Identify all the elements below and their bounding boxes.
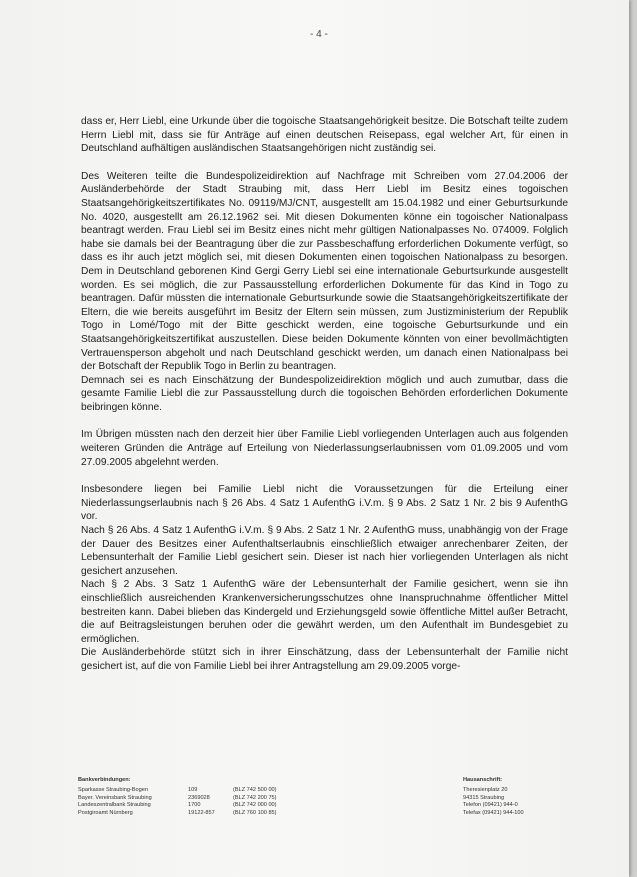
letter-body [81, 115, 568, 674]
bank-code: (BLZ 742 200 75) [233, 794, 277, 801]
office-address [463, 777, 524, 817]
bank-row [78, 787, 303, 794]
paragraph: Nach § 26 Abs. 4 Satz 1 AufenthG i.V.m. § 9 Abs. 2 Satz 1 Nr. 2 AufenthG muss, unabhängig von der Frage der Dauer des Besitzes einer Aufenthaltserlaubnis einschließlich etwaiger anrechenbarer Zeiten, der Lebensunterhalt der Familie Liebl gesichert sein. Dieser ist nach hier vorliegenden Unterlagen als nicht gesichert anzusehen. [81, 525, 568, 577]
paragraph: dass er, Herr Liebl, eine Urkunde über die togoische Staatsangehörigkeit besitze. Die Botschaft teilte zudem Herrn Liebl mit, dass sie für Anträge auf einen deutschen Reisepass, egal welcher Art, für einen in Deutschland aufhältigen ausländischen Staatsangehörigen nicht zuständig sei. [81, 116, 569, 155]
paragraph: Insbesondere liegen bei Familie Liebl nicht die Voraussetzungen für die Erteilung einer Niederlassungserlaubnis nach § 26 Abs. 4 Satz 1 AufenthG i.V.m. § 9 Abs. 2 Satz 1 Nr. 2 bis 9 AufenthG vor. [81, 484, 568, 523]
paragraph: Nach § 2 Abs. 3 Satz 1 AufenthG wäre der Lebensunterhalt der Familie gesichert, wenn sie ihn einschließlich ausreichenden Krankenversicherungsschutzes ohne Inanspruchnahme öffentlicher Mittel bestreiten kann. Dabei blieben das Kindergeld und Erziehungsgeld sowie öffentliche Mittel außer Betracht, die auf Beitragsleistungen beruhen oder die gewährt werden, um den Aufenthalt im Bundesgebiet zu ermöglichen. [81, 579, 568, 645]
bank-code: (BLZ 742 000 00) [233, 802, 277, 809]
page-number: - 4 - [310, 29, 328, 40]
bank-account: 109 [188, 787, 198, 794]
bank-row [78, 802, 303, 809]
address-line: 94315 Straubing [463, 794, 505, 801]
bank-code: (BLZ 760 100 85) [233, 809, 277, 816]
bank-details [78, 777, 303, 817]
paragraph: Die Ausländerbehörde stützt sich in ihrer Einschätzung, dass der Lebensunterhalt der Familie nicht gesichert ist, auf die von Familie Liebl bei ihrer Antragstellung am 29.09.2005 vorge- [81, 647, 568, 672]
bank-account: 19122-857 [188, 809, 215, 816]
bank-name: Sparkasse Straubing-Bogen [78, 787, 148, 794]
bank-account: 2369028 [188, 794, 210, 801]
bank-row [78, 810, 303, 817]
paragraph: Des Weiteren teilte die Bundespolizeidirektion auf Nachfrage mit Schreiben vom 27.04.2006 der Ausländerbehörde der Stadt Straubing mit, dass Herr Liebl im Besitz eines togoischen Staatsangehörigkeitszertifikates No. 09119/MJ/CNT, ausgestellt am 15.04.1982 und einer Geburtsurkunde No. 4020, ausgestellt am 26.12.1962 sei. Mit diesen Dokumenten könne ein togoischer Nationalpass beantragt werden. Frau Liebl sei im Besitz eines nicht mehr gültigen Nationalpasses No. 074009. Folglich habe sie damals bei der Beantragung über die zur Passbeschaffung erforderlichen Dokumente verfügt, so dass es ihr auch jetzt möglich sei, mit diesen Dokumenten einen togoischen Nationalpass zu besorgen. Dem in Deutschland geborenen Kind Gergi Gerry Liebl sei eine internationale Geburtsurkunde ausgestellt worden. Es sei möglich, die zur Passausstellung erforderlichen Dokumente für das Kind in Togo zu beantragen. Dafür müssten die internationale Geburtsurkunde sowie die Staatsangehörigkeitszertifikate der Eltern, die wie bereits ausgeführt im Besitz der Eltern sein müssen, zum Justizministerium der Republik Togo in Lomé/Togo mit der Bitte geschickt werden, eine togoische Geburtsurkunde und ein Staatsangehörigkeitszertifikat auszustellen. Diese beiden Dokumente könnten von einer bevollmächtigten Vertrauensperson abgeholt und nach Deutschland geschickt werden, um danach einen Nationalpass bei der Botschaft der Republik Togo in Berlin zu beantragen. [81, 170, 568, 373]
bank-heading: Bankverbindungen: [78, 777, 131, 783]
paragraph: Im Übrigen müssten nach den derzeit hier über Familie Liebl vorliegenden Unterlagen auch aus folgenden weiteren Gründen die Anträge auf Erteilung von Niederlassungserlaubnissen vom 01.09.2005 und vom 27.09.2005 abgelehnt werden. [81, 429, 568, 468]
address-heading: Hausanschrift: [463, 777, 503, 783]
address-line: Theresienplatz 20 [463, 787, 508, 794]
bank-name: Bayer. Vereinsbank Straubing [78, 794, 152, 801]
paragraph: Demnach sei es nach Einschätzung der Bundespolizeidirektion möglich und auch zumutbar, dass die gesamte Familie Liebl die zur Passausstellung durch die togoischen Behörden erforderlichen Dokumente beibringen könne. [81, 374, 568, 413]
bank-name: Landeszentralbank Straubing [78, 802, 151, 809]
bank-code: (BLZ 742 500 00) [233, 787, 277, 794]
address-line: Telefon (09421) 944-0 [463, 802, 518, 809]
bank-name: Postgiroamt Nürnberg [78, 809, 133, 816]
address-line: Telefax (09421) 944-100 [463, 809, 524, 816]
bank-account: 1700 [188, 802, 201, 809]
bank-row [78, 795, 303, 802]
